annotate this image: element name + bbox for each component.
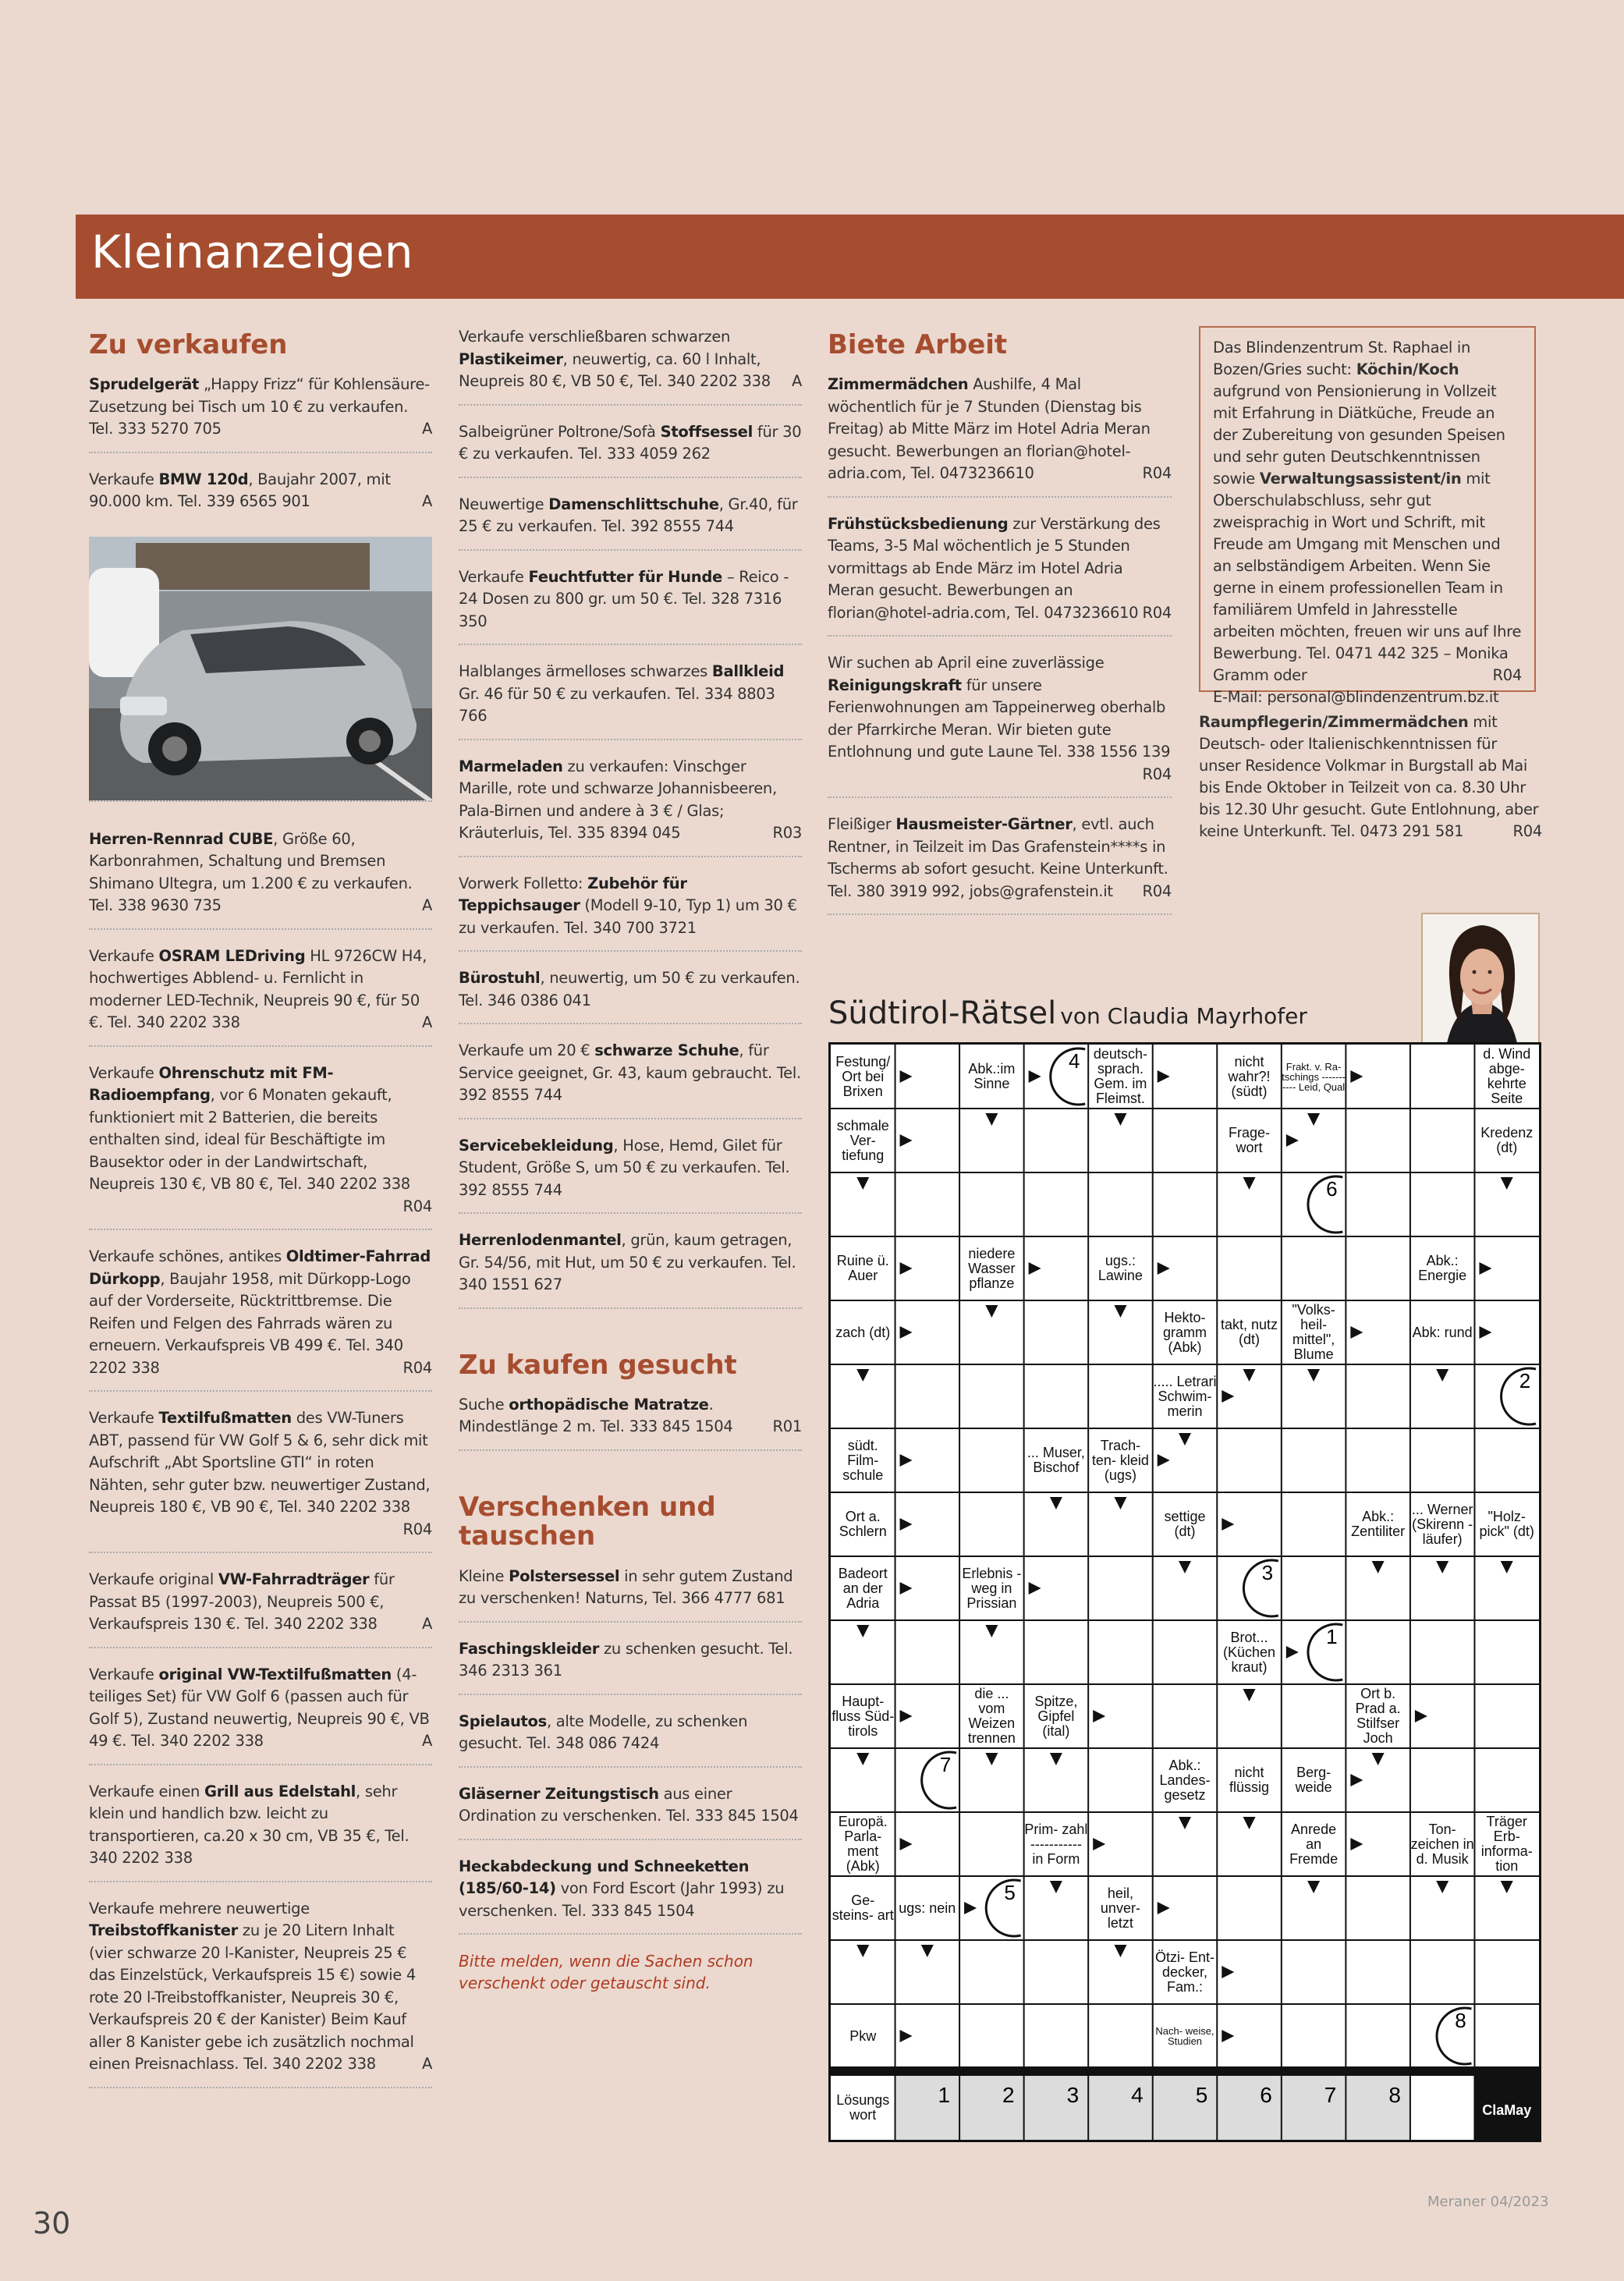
clue-arrow-down-icon (1114, 1497, 1126, 1509)
clue-arrow-down-icon (985, 1113, 998, 1126)
solution-number: 6 (1326, 1177, 1338, 1201)
clue-text: Brot... (Küchen kraut) (1223, 1629, 1276, 1675)
clue-text: Berg- weide (1295, 1765, 1332, 1795)
ad-text: , für Service geeignet, Gr. 43, kaum gebraucht. Tel. 392 8555 744 (459, 1041, 801, 1104)
clue-text: südt. Film- schule (842, 1437, 884, 1483)
ad-keyword: Reinigungskraft (828, 676, 962, 694)
ad-list (459, 326, 802, 1309)
clue-arrow-down-icon (1501, 1881, 1513, 1893)
clue-arrow-icon (1093, 1838, 1105, 1850)
ad-code: A (421, 2055, 432, 2073)
ad-text: , Größe 60, Karbonrahmen, Schaltung und Bremsen Shimano Ultegra, um 1.200 € zu verkaufen. Tel. 338 9630 735 (89, 829, 413, 915)
clue-arrow-down-icon (1501, 1561, 1513, 1573)
classified-ad (828, 374, 1172, 498)
clue-arrow-down-icon (1372, 1561, 1385, 1573)
ad-text: für unsere Ferienwohnungen am Tappeinerweg oberhalb der Pfarrkirche Meran. Wir bieten gute Entlohnung und gute Laune Tel. 338 1556 139 (828, 676, 1171, 761)
clue-arrow-down-icon (1243, 1177, 1256, 1190)
clue-arrow-down-icon (856, 1945, 869, 1957)
clue-arrow-down-icon (1050, 1881, 1062, 1893)
clue-text: Abk.:im Sinne (968, 1061, 1016, 1091)
ad-text: Verkaufe (89, 1665, 159, 1683)
ad-text: Halblanges ärmelloses schwarzes (459, 662, 712, 680)
clue-arrow-down-icon (1436, 1881, 1448, 1893)
ad-text: zu je 20 Litern Inhalt (vier schwarze 20 l-Kanister, Neupreis 25 € das Einzelstück, Verkaufspreis 15 €) sowie 4 rote 20 l-Treibstoffkanister, Neupreis 30 €, Verkaufspreis 20 € der Kanister) Beim Kauf aller 8 Kanister gebe ich zusätzlich nochmal einen Preisnachlass. Tel. 340 2202 338 (89, 1921, 416, 2073)
closing-note: Bitte melden, wenn die Sachen schon verschenkt oder getauscht sind. (459, 1952, 753, 1993)
clue-text: Kredenz (dt) (1480, 1125, 1534, 1155)
ad-text: Neuwertige (459, 495, 549, 513)
ad-text: , sehr klein und handlich bzw. leicht zu transportieren, ca.20 x 30 cm, VB 35 €, Tel. 340 2202 338 (89, 1782, 410, 1868)
ad-text: Verkaufe (89, 470, 159, 488)
ad-keyword: Zubehör für Teppichsauger (459, 874, 687, 914)
clue-arrow-down-icon (985, 1753, 998, 1765)
column-biete-arbeit (828, 326, 1172, 931)
clue-arrow-icon (964, 1902, 977, 1914)
clue-text: Abk.: Landes- gesetz (1159, 1757, 1211, 1803)
ad-text: , Baujahr 2007, mit 90.000 km. Tel. 339 6565 901 (89, 470, 391, 511)
clue-arrow-icon (900, 1262, 913, 1275)
ad-text: Vorwerk Folletto: (459, 874, 588, 892)
classified-ad (459, 421, 802, 478)
ad-text: , evtl. auch Rentner, in Teilzeit im Das Grafenstein****s in Tscherms ab sofort gesucht. Keine Unterkunft. Tel. 380 3919 992, jobs@grafenstein.it (828, 815, 1168, 900)
clue-arrow-icon (1350, 1774, 1363, 1786)
section-heading: Zu verkaufen (89, 329, 288, 360)
ad-code: R04 (402, 1520, 432, 1538)
ad-code: A (421, 1013, 432, 1032)
clue-arrow-icon (1222, 2030, 1234, 2042)
ad-text: Verkaufe (89, 1409, 159, 1428)
ad-list (828, 374, 1172, 915)
ad-text: Verkaufe (89, 946, 159, 965)
ad-text: , neuwertig, um 50 € zu verkaufen. Tel. 346 0386 041 (459, 969, 800, 1009)
ad-code: R01 (772, 1417, 802, 1436)
clue-text: niedere Wasser pflanze (968, 1245, 1016, 1291)
ad-code: R04 (402, 1197, 432, 1215)
ad-text: aus einer Ordination zu verschenken. Tel. 333 845 1504 (459, 1784, 799, 1825)
clue-arrow-down-icon (1243, 1689, 1256, 1701)
classified-ad (89, 1781, 432, 1882)
clue-text: Ton- zeichen in d. Musik (1410, 1821, 1474, 1867)
classified-ad (459, 1856, 802, 1935)
clue-text: ... Werner (Skirenn -läufer) (1411, 1501, 1473, 1547)
clue-arrow-icon (900, 1710, 913, 1722)
clue-arrow-icon (1479, 1326, 1491, 1339)
ad-keyword: Feuchtfutter für Hunde (528, 567, 722, 586)
ad-code: A (421, 420, 432, 438)
ad-text: von Ford Escort (Jahr 1993) zu verschenken. Tel. 333 845 1504 (459, 1879, 785, 1920)
ad-keyword: Faschingskleider (459, 1639, 600, 1658)
ad-text: Wir suchen ab April eine zuverlässige (828, 654, 1105, 672)
portrait-graphic (1423, 914, 1540, 1045)
clue-text: deutsch- sprach. Gem. im Fleimst. (1093, 1046, 1147, 1106)
clue-text: Pkw (849, 2027, 877, 2044)
clue-arrow-icon (1158, 1070, 1170, 1083)
clue-arrow-down-icon (1114, 1945, 1126, 1957)
classified-ad (459, 1040, 802, 1119)
clue-text: Ge- steins- art (832, 1893, 894, 1923)
clue-text: ugs: nein (899, 1900, 956, 1916)
ad-text: Verkaufe mehrere neuwertige (89, 1899, 310, 1917)
classified-ad (89, 1569, 432, 1648)
clue-arrow-icon (1479, 1262, 1491, 1275)
clue-arrow-down-icon (985, 1305, 998, 1318)
ad-keyword: BMW 120d (158, 470, 249, 488)
ad-text: zu schenken gesucht. Tel. 346 2313 361 (459, 1639, 793, 1680)
ad-text: (Modell 9-10, Typ 1) um 30 € zu verkaufen. Tel. 340 700 3721 (459, 896, 797, 937)
ad-keyword: Marmeladen (459, 757, 563, 775)
ad-text: Verkaufe (89, 1063, 159, 1082)
solution-number: 5 (1004, 1881, 1016, 1904)
ad-keyword: Stoffsessel (660, 422, 753, 441)
clue-text: nicht flüssig (1229, 1765, 1270, 1795)
solution-number: 3 (1261, 1561, 1274, 1584)
car-photo-graphic (89, 537, 432, 802)
clue-text: Frakt. v. Ra- tschings ----------- Leid, Qual (1282, 1060, 1346, 1093)
solution-row-number: 1 (938, 2083, 951, 2107)
ad-keyword: Textilfußmatten (158, 1409, 292, 1428)
ad-text: des VW-Tuners ABT, passend für VW Golf 5 & 6, sehr dick mit Aufschrift „Abt Sportsline GTI“ in roten Nähten, sehr guter bzw. neuwertiger Zustand, Neupreis 180 €, VB 90 €, Tel. 340 2202 338 (89, 1409, 431, 1517)
ad-text: Verkaufe original (89, 1570, 218, 1589)
classified-ad (89, 828, 432, 930)
clue-arrow-icon (1029, 1582, 1041, 1595)
ad-text: für 30 € zu verkaufen. Tel. 333 4059 262 (459, 422, 802, 463)
clue-arrow-down-icon (1179, 1817, 1191, 1829)
ad-list (459, 1566, 802, 1935)
ad-keyword: Plastikeimer (459, 349, 563, 368)
clue-text: Hekto- gramm (Abk) (1162, 1309, 1207, 1355)
classified-ad (828, 652, 1172, 798)
classified-ad (459, 661, 802, 740)
clue-arrow-down-icon (1372, 1753, 1385, 1765)
section-heading: Biete Arbeit (828, 329, 1008, 360)
classified-ad (459, 1229, 802, 1309)
ad-code: R04 (402, 1358, 432, 1377)
ad-text: Verkaufe einen (89, 1782, 204, 1800)
clue-arrow-down-icon (1307, 1113, 1320, 1126)
clue-arrow-down-icon (1307, 1881, 1320, 1893)
clue-text: "Holz- pick" (dt) (1479, 1509, 1534, 1539)
clue-arrow-down-icon (856, 1177, 869, 1190)
ad-keyword: Grill aus Edelstahl (204, 1782, 356, 1800)
classified-ad (89, 374, 432, 453)
clue-text: Ort b. Prad a. Stilfser Joch (1355, 1686, 1401, 1746)
solution-row-number: 7 (1324, 2083, 1337, 2107)
classified-ad (89, 1664, 432, 1765)
ad-keyword: Herrenlodenmantel (459, 1231, 622, 1249)
ad-list (459, 1394, 802, 1451)
page-title: Kleinanzeigen (91, 225, 414, 278)
brand-label: ClaMay (1482, 2102, 1532, 2118)
ad-keyword: Treibstoffkanister (89, 1921, 238, 1940)
classified-ad (459, 873, 802, 952)
classified-ad (89, 469, 432, 524)
ad-text: , Baujahr 1958, mit Dürkopp-Logo auf der Vorderseite, Rücktrittbremse. Die Reifen und Felgen des Fahrrads wären zu erneuern. Verkaufspreis VB 499 €. Tel. 340 2202 338 (89, 1269, 411, 1377)
clue-arrow-icon (1158, 1262, 1170, 1275)
clue-text: d. Wind abge- kehrte Seite (1483, 1046, 1531, 1106)
classified-ad (89, 1246, 432, 1392)
clue-arrow-down-icon (1050, 1497, 1062, 1509)
ad-code: R04 (1492, 666, 1522, 684)
ad-code: A (421, 492, 432, 511)
clue-text: zach (dt) (835, 1324, 891, 1340)
ad-text: für Passat B5 (1997-2003), Neupreis 500 €, Verkaufspreis 130 €. Tel. 340 2202 338 (89, 1570, 395, 1634)
ad-text: Verkaufe schönes, antikes (89, 1247, 286, 1266)
solution-label: Lösungs wort (836, 2092, 890, 2123)
ad-keyword: Frühstücksbedienung (828, 514, 1009, 533)
clue-arrow-icon (1029, 1262, 1041, 1275)
ad-text: HL 9726CW H4, hochwertiges Abblend- u. Fernlicht in moderner LED-Technik, Neupreis 90 €, für 50 €. Tel. 340 2202 338 (89, 946, 427, 1032)
clue-arrow-icon (900, 1838, 913, 1850)
clue-text: Nach- weise, Studien (1155, 2025, 1214, 2047)
clue-text: Ötzi- Ent- decker, Fam.: (1154, 1949, 1214, 1995)
ad-text: Fleißiger (828, 815, 896, 834)
ad-code: R04 (1142, 464, 1172, 483)
ad-text: Gr. 46 für 50 € zu verkaufen. Tel. 334 8803 766 (459, 684, 775, 725)
clue-text: settige (dt) (1164, 1509, 1206, 1539)
clue-arrow-down-icon (856, 1369, 869, 1382)
ad-keyword: Ballkleid (711, 662, 785, 680)
clue-arrow-down-icon (921, 1945, 934, 1957)
ad-text: , Hose, Hemd, Gilet für Student, Größe S, um 50 € zu verkaufen. Tel. 392 8555 744 (459, 1136, 790, 1199)
ad-text: in sehr gutem Zustand zu verschenken! Naturns, Tel. 366 4777 681 (459, 1566, 793, 1608)
clue-text: ugs.: Lawine (1097, 1253, 1143, 1283)
clue-arrow-down-icon (1179, 1433, 1191, 1446)
clue-arrow-icon (900, 1134, 913, 1147)
clue-text: die ... vom Weizen trennen (967, 1686, 1016, 1746)
clue-arrow-icon (1158, 1902, 1170, 1914)
solution-number: 4 (1068, 1049, 1080, 1073)
ad-code: R04 (1142, 603, 1172, 622)
ad-text: (4-teiliges Set) für VW Golf 6 (passen auch für Golf 5), Zustand neuwertig, Neupreis 90 €, VB 49 €. Tel. 340 2202 338 (89, 1665, 430, 1751)
ad-text: Kleine (459, 1566, 509, 1585)
ad-code: R04 (1142, 882, 1172, 900)
classified-ad (828, 513, 1172, 637)
clue-arrow-icon (900, 2030, 913, 2042)
clue-text: takt, nutz (dt) (1221, 1317, 1278, 1347)
ad-keyword: Ohrenschutz mit FM-Radioempfang (89, 1063, 334, 1105)
clue-text: ..... Letrari Schwim- merin (1153, 1373, 1217, 1419)
ad-keyword: Oldtimer-Fahrrad Dürkopp (89, 1247, 431, 1288)
clue-arrow-icon (1029, 1070, 1041, 1083)
clue-arrow-icon (1222, 1966, 1234, 1978)
section-heading: Verschenken und tauschen (459, 1491, 716, 1552)
clue-text: Badeort an der Adria (838, 1565, 888, 1611)
solution-row-number: 3 (1066, 2083, 1080, 2107)
ad-keyword: Gläserner Zeitungstisch (459, 1784, 659, 1803)
clue-arrow-icon (1350, 1070, 1363, 1083)
ad-text: Aushilfe, 4 Mal wöchentlich für je 7 Stunden (Dienstag bis Freitag) ab Mitte März im Hotel Adria Meran gesucht. Bewerbungen an florian@hotel-adria.com, Tel. 0473236610 (828, 375, 1151, 483)
classified-ad (89, 945, 432, 1047)
crossword-grid (828, 1042, 1541, 2142)
solution-number: 1 (1326, 1625, 1338, 1648)
classified-ad (459, 1638, 802, 1695)
solution-row-number: 2 (1002, 2083, 1015, 2107)
ad-code: A (421, 1615, 432, 1634)
author-portrait-image (1421, 913, 1540, 1045)
clue-arrow-icon (900, 1518, 913, 1531)
classified-ad (459, 326, 802, 406)
clue-arrow-icon (1286, 1646, 1299, 1658)
job-ad-raumpflegerin: Raumpflegerin/Zimmermädchen mit Deutsch- oder Italienischkenntnissen für unser Residence Volkmar in Burgstall ab Mai bis Ende Oktober in Teilzeit von ca. 8.30 Uhr bis 12.30 Uhr gesucht. Gute Entlohnung, aber keine Unterkunft. Tel. 0473 291 581 R04 (1199, 711, 1542, 843)
clue-arrow-icon (1350, 1326, 1363, 1339)
clue-arrow-down-icon (856, 1753, 869, 1765)
clue-arrow-icon (1286, 1134, 1299, 1147)
ad-text: Verkaufe um 20 € (459, 1041, 595, 1059)
ad-keyword: original VW-Textilfußmatten (158, 1665, 392, 1683)
ad-keyword: Servicebekleidung (459, 1136, 614, 1155)
ad-text: , grün, kaum getragen, Gr. 54/56, mit Hut, um 50 € zu verkaufen. Tel. 340 1551 627 (459, 1231, 796, 1293)
column-zu-verkaufen (89, 326, 432, 2104)
clue-arrow-down-icon (856, 1625, 869, 1637)
ad-keyword: VW-Fahrradträger (218, 1570, 370, 1589)
clue-text: Träger Erb- informa- tion (1480, 1814, 1533, 1874)
clue-text: heil, unver- letzt (1100, 1885, 1140, 1931)
clue-arrow-down-icon (1114, 1113, 1126, 1126)
ad-text: – Reico - 24 Dosen zu 800 gr. um 50 €. Tel. 328 7316 350 (459, 567, 789, 630)
classified-ad (459, 494, 802, 551)
clue-arrow-icon (1415, 1710, 1427, 1722)
clue-arrow-icon (1093, 1710, 1105, 1722)
ad-text: . Mindestlänge 2 m. Tel. 333 845 1504 (459, 1395, 733, 1436)
classified-ad (459, 967, 802, 1024)
ad-text: , vor 6 Monaten gekauft, funktioniert mit 2 Batterien, die bereits enthalten sind, ideal für Beschäftigte im Bausektor oder in der Landwirtschaft, Neupreis 130 €, VB 80 €, Tel. 340 2202 338 (89, 1086, 410, 1194)
ad-keyword: orthopädische Matratze (509, 1395, 709, 1414)
ad-keyword: Bürostuhl (459, 969, 541, 987)
ad-text: zur Verstärkung des Teams, 3-5 Mal wöchentlich je 5 Stunden vormittags ab Ende März im Hotel Adria Meran gesucht. Bewerbungen an florian@hotel-adria.com, Tel. 0473236610 (828, 514, 1161, 622)
ad-text: , Gr.40, für 25 € zu verkaufen. Tel. 392 8555 744 (459, 495, 798, 535)
ad-list (89, 374, 432, 2088)
clue-arrow-down-icon (1436, 1369, 1448, 1382)
ad-code: A (421, 1732, 432, 1751)
page-number: 30 (33, 2206, 71, 2240)
ad-text: zu verkaufen: Vinschger Marille, rote und schwarze Johannisbeeren, Pala-Birnen und andere à 3 € / Glas; Kräuterluis, Tel. 335 8394 045 (459, 757, 777, 842)
clue-text: Ort a. Schlern (839, 1509, 887, 1539)
clue-arrow-icon (900, 1454, 913, 1467)
clue-text: Frage- wort (1229, 1125, 1271, 1155)
clue-arrow-down-icon (1307, 1369, 1320, 1382)
ad-code: R04 (1512, 822, 1542, 840)
clue-arrow-icon (1222, 1518, 1234, 1531)
classified-ad (459, 1135, 802, 1215)
ad-code: A (421, 896, 432, 915)
clue-arrow-icon (1350, 1838, 1363, 1850)
job-ad-box: Das Blindenzentrum St. Raphael in Bozen/Gries sucht: Köchin/Koch aufgrund von Pensionierung in Vollzeit mit Erfahrung in Diätküche, Freude an der Zubereitung von gesunden Speisen und sehr guten Deutschkenntnissen sowie Verwaltungsassistent/in mit Oberschulabschluss, sehr gut zweisprachig in Wort und Schrift, mit Freude am Umgang mit Menschen und an selbständigem Arbeiten. Wenn Sie gerne in einem professionellen Team in familiärem Umfeld in Jahresstelle arbeiten möchten, freuen wir uns auf Ihre Bewerbung. Tel. 0471 442 325 – Monika Gramm oder R04 E-Mail: personal@blindenzentrum.bz.it (1199, 326, 1536, 692)
classified-ad (89, 1407, 432, 1553)
classified-ad (459, 1566, 802, 1623)
ad-code: A (791, 372, 802, 390)
ad-keyword: OSRAM LEDriving (158, 946, 306, 965)
ad-keyword: schwarze Schuhe (594, 1041, 739, 1059)
classified-ad (828, 814, 1172, 915)
solution-row-number: 4 (1131, 2083, 1144, 2107)
ad-text: „Happy Frizz“ für Kohlensäure-Zusetzung bei Tisch um 10 € zu verkaufen. Tel. 333 5270 705 (89, 375, 430, 438)
car-photo (89, 537, 432, 802)
clue-arrow-down-icon (1436, 1561, 1448, 1573)
column-verkaufen-2 (459, 326, 802, 1994)
section-heading: Zu kaufen gesucht (459, 1349, 737, 1381)
classified-ad (89, 1062, 432, 1231)
clue-text: "Volks- heil- mittel", Blume (1292, 1302, 1335, 1362)
classified-ad (459, 756, 802, 857)
clue-text: Haupt- fluss Süd- tirols (832, 1693, 895, 1739)
clue-arrow-down-icon (1243, 1369, 1256, 1382)
section-banner (76, 215, 1624, 299)
clue-text: schmale Ver- tiefung (836, 1117, 889, 1163)
clue-arrow-down-icon (1179, 1561, 1191, 1573)
clue-text: Abk: rund (1412, 1324, 1473, 1340)
clue-arrow-down-icon (1114, 1305, 1126, 1318)
clue-arrow-icon (1158, 1454, 1170, 1467)
clue-text: Prim- zahl ----------- in Form (1024, 1821, 1088, 1867)
email-text: E-Mail: personal@blindenzentrum.bz.it (1213, 688, 1499, 706)
solution-number: 2 (1519, 1369, 1531, 1392)
ad-keyword: Sprudelgerät (89, 375, 200, 394)
clue-text: Festung/ Ort bei Brixen (835, 1053, 891, 1099)
clue-text: Europä. Parla- ment (Abk) (838, 1814, 888, 1874)
solution-row-number: 5 (1195, 2083, 1208, 2107)
clue-arrow-down-icon (985, 1625, 998, 1637)
puzzle-title: Südtirol-Rätsel von Claudia Mayrhofer (828, 995, 1307, 1031)
ad-code: R03 (772, 824, 802, 842)
classified-ad (459, 1711, 802, 1768)
clue-arrow-down-icon (1501, 1177, 1513, 1190)
ad-text: Salbeigrüner Poltrone/Sofà (459, 422, 661, 441)
clue-arrow-icon (900, 1582, 913, 1595)
ad-text: , neuwertig, ca. 60 l Inhalt, Neupreis 80 €, VB 50 €, Tel. 340 2202 338 (459, 349, 771, 390)
solution-row-number: 6 (1260, 2083, 1272, 2107)
clue-arrow-down-icon (1243, 1817, 1256, 1829)
ad-keyword: Damenschlittschuhe (548, 495, 719, 513)
classified-ad (459, 566, 802, 646)
ad-code: R04 (1142, 764, 1172, 783)
clue-text: ... Muser, Bischof (1027, 1445, 1085, 1475)
clue-arrow-icon (900, 1326, 913, 1339)
clue-arrow-icon (1222, 1390, 1234, 1403)
ad-keyword: Zimmermädchen (828, 375, 969, 394)
ad-keyword: Heckabdeckung und Schneeketten (185/60-14) (459, 1857, 750, 1898)
clue-text: nicht wahr?! (südt) (1228, 1053, 1271, 1099)
classified-ad (89, 1898, 432, 2088)
ad-keyword: Spielautos (459, 1712, 547, 1730)
ad-keyword: Polstersessel (509, 1566, 620, 1585)
classified-ad (459, 1783, 802, 1840)
ad-keyword: Herren-Rennrad CUBE (89, 829, 274, 848)
clue-text: Abk.: Zentiliter (1351, 1509, 1406, 1539)
clue-text: Anrede an Fremde (1289, 1821, 1339, 1867)
ad-text: Verkaufe (459, 567, 529, 586)
clue-text: Ruine ü. Auer (836, 1253, 889, 1283)
issue-label: Meraner 04/2023 (1427, 2194, 1549, 2210)
solution-row-number: 8 (1388, 2083, 1401, 2107)
solution-number: 7 (939, 1753, 952, 1776)
clue-text: Trach- ten- kleid (ugs) (1091, 1437, 1149, 1483)
clue-text: Abk.: Energie (1418, 1253, 1467, 1283)
solution-number: 8 (1455, 2009, 1466, 2032)
clue-arrow-icon (900, 1070, 913, 1083)
ad-text: Suche (459, 1395, 509, 1414)
ad-keyword: Hausmeister-Gärtner (895, 815, 1073, 834)
ad-text: Verkaufe verschließbaren schwarzen (459, 328, 731, 346)
ad-text: , alte Modelle, zu schenken gesucht. Tel. 348 086 7424 (459, 1712, 748, 1753)
classified-ad (459, 1394, 802, 1451)
clue-arrow-down-icon (1050, 1753, 1062, 1765)
clue-text: Erlebnis -weg in Prissian (962, 1565, 1022, 1611)
clue-text: Spitze, Gipfel (ital) (1034, 1693, 1078, 1739)
